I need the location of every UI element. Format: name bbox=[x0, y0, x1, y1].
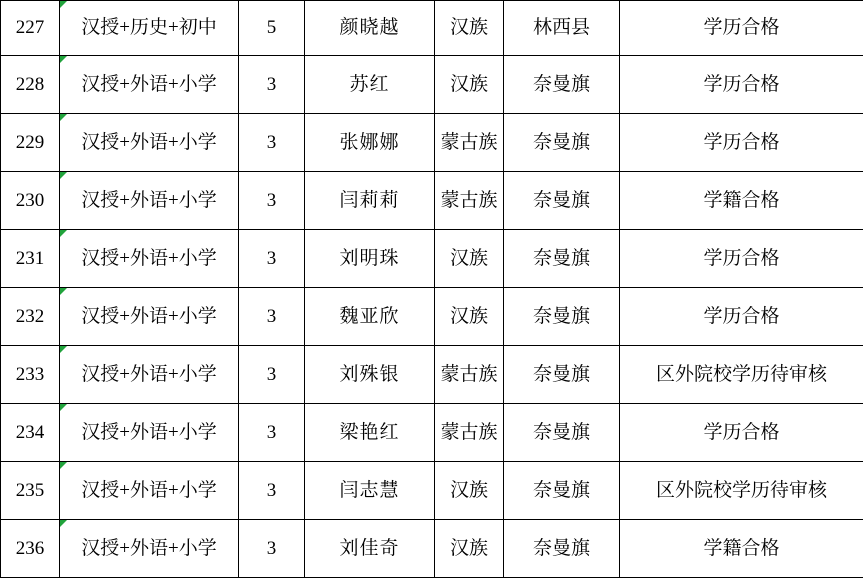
cell-status[interactable]: 学历合格 bbox=[620, 288, 863, 346]
cell-score[interactable]: 3 bbox=[239, 462, 305, 520]
cell-region[interactable]: 奈曼旗 bbox=[504, 288, 620, 346]
cell-score[interactable]: 3 bbox=[239, 404, 305, 462]
cell-name[interactable]: 闫莉莉 bbox=[305, 172, 435, 230]
cell-region[interactable]: 奈曼旗 bbox=[504, 114, 620, 172]
cell-subject[interactable]: 汉授+外语+小学 bbox=[60, 346, 239, 404]
cell-ethnic[interactable]: 汉族 bbox=[435, 56, 504, 114]
table-row[interactable] bbox=[1, 230, 863, 288]
cell-status[interactable]: 学历合格 bbox=[620, 1, 863, 56]
cell-ethnic[interactable]: 汉族 bbox=[435, 288, 504, 346]
cell-subject[interactable]: 汉授+外语+小学 bbox=[60, 114, 239, 172]
cell-index[interactable]: 230 bbox=[1, 172, 60, 230]
cell-subject[interactable]: 汉授+外语+小学 bbox=[60, 462, 239, 520]
cell-subject[interactable]: 汉授+历史+初中 bbox=[60, 1, 239, 56]
cell-index[interactable]: 235 bbox=[1, 462, 60, 520]
cell-subject[interactable]: 汉授+外语+小学 bbox=[60, 520, 239, 578]
table-row[interactable] bbox=[1, 56, 863, 114]
cell-subject[interactable]: 汉授+外语+小学 bbox=[60, 56, 239, 114]
table-row[interactable] bbox=[1, 346, 863, 404]
cell-name[interactable]: 闫志慧 bbox=[305, 462, 435, 520]
table-row[interactable] bbox=[1, 462, 863, 520]
cell-status[interactable]: 区外院校学历待审核 bbox=[620, 462, 863, 520]
cell-region[interactable]: 奈曼旗 bbox=[504, 404, 620, 462]
cell-region[interactable]: 奈曼旗 bbox=[504, 56, 620, 114]
cell-status[interactable]: 学历合格 bbox=[620, 230, 863, 288]
table-row[interactable] bbox=[1, 288, 863, 346]
cell-score[interactable]: 3 bbox=[239, 520, 305, 578]
cell-subject[interactable]: 汉授+外语+小学 bbox=[60, 288, 239, 346]
cell-index[interactable]: 232 bbox=[1, 288, 60, 346]
cell-score[interactable]: 5 bbox=[239, 1, 305, 56]
cell-index[interactable]: 229 bbox=[1, 114, 60, 172]
cell-name[interactable]: 刘明珠 bbox=[305, 230, 435, 288]
cell-name[interactable]: 刘殊银 bbox=[305, 346, 435, 404]
cell-region[interactable]: 奈曼旗 bbox=[504, 520, 620, 578]
cell-ethnic[interactable]: 蒙古族 bbox=[435, 114, 504, 172]
cell-index[interactable]: 231 bbox=[1, 230, 60, 288]
cell-name[interactable]: 颜晓越 bbox=[305, 1, 435, 56]
cell-score[interactable]: 3 bbox=[239, 172, 305, 230]
cell-status[interactable]: 区外院校学历待审核 bbox=[620, 346, 863, 404]
cell-score[interactable]: 3 bbox=[239, 56, 305, 114]
cell-status[interactable]: 学历合格 bbox=[620, 56, 863, 114]
cell-index[interactable]: 234 bbox=[1, 404, 60, 462]
cell-ethnic[interactable]: 汉族 bbox=[435, 230, 504, 288]
cell-index[interactable]: 228 bbox=[1, 56, 60, 114]
cell-ethnic[interactable]: 汉族 bbox=[435, 462, 504, 520]
cell-index[interactable]: 233 bbox=[1, 346, 60, 404]
table-row[interactable] bbox=[1, 404, 863, 462]
cell-ethnic[interactable]: 蒙古族 bbox=[435, 172, 504, 230]
cell-name[interactable]: 梁艳红 bbox=[305, 404, 435, 462]
cell-score[interactable]: 3 bbox=[239, 346, 305, 404]
cell-subject[interactable]: 汉授+外语+小学 bbox=[60, 172, 239, 230]
cell-status[interactable]: 学历合格 bbox=[620, 114, 863, 172]
cell-name[interactable]: 刘佳奇 bbox=[305, 520, 435, 578]
table-row[interactable] bbox=[1, 172, 863, 230]
table-row[interactable] bbox=[1, 520, 863, 578]
cell-region[interactable]: 奈曼旗 bbox=[504, 346, 620, 404]
cell-region[interactable]: 奈曼旗 bbox=[504, 462, 620, 520]
cell-ethnic[interactable]: 汉族 bbox=[435, 1, 504, 56]
cell-score[interactable]: 3 bbox=[239, 114, 305, 172]
cell-subject[interactable]: 汉授+外语+小学 bbox=[60, 404, 239, 462]
cell-name[interactable]: 张娜娜 bbox=[305, 114, 435, 172]
cell-ethnic[interactable]: 蒙古族 bbox=[435, 346, 504, 404]
cell-status[interactable]: 学籍合格 bbox=[620, 172, 863, 230]
cell-name[interactable]: 苏红 bbox=[305, 56, 435, 114]
cell-subject[interactable]: 汉授+外语+小学 bbox=[60, 230, 239, 288]
cell-status[interactable]: 学籍合格 bbox=[620, 520, 863, 578]
cell-index[interactable]: 227 bbox=[1, 1, 60, 56]
cell-score[interactable]: 3 bbox=[239, 230, 305, 288]
table-row[interactable] bbox=[1, 114, 863, 172]
table-row[interactable] bbox=[1, 1, 863, 56]
cell-ethnic[interactable]: 蒙古族 bbox=[435, 404, 504, 462]
cell-score[interactable]: 3 bbox=[239, 288, 305, 346]
cell-index[interactable]: 236 bbox=[1, 520, 60, 578]
cell-name[interactable]: 魏亚欣 bbox=[305, 288, 435, 346]
cell-ethnic[interactable]: 汉族 bbox=[435, 520, 504, 578]
table-body bbox=[1, 1, 863, 578]
cell-status[interactable]: 学历合格 bbox=[620, 404, 863, 462]
cell-region[interactable]: 林西县 bbox=[504, 1, 620, 56]
cell-region[interactable]: 奈曼旗 bbox=[504, 172, 620, 230]
cell-region[interactable]: 奈曼旗 bbox=[504, 230, 620, 288]
